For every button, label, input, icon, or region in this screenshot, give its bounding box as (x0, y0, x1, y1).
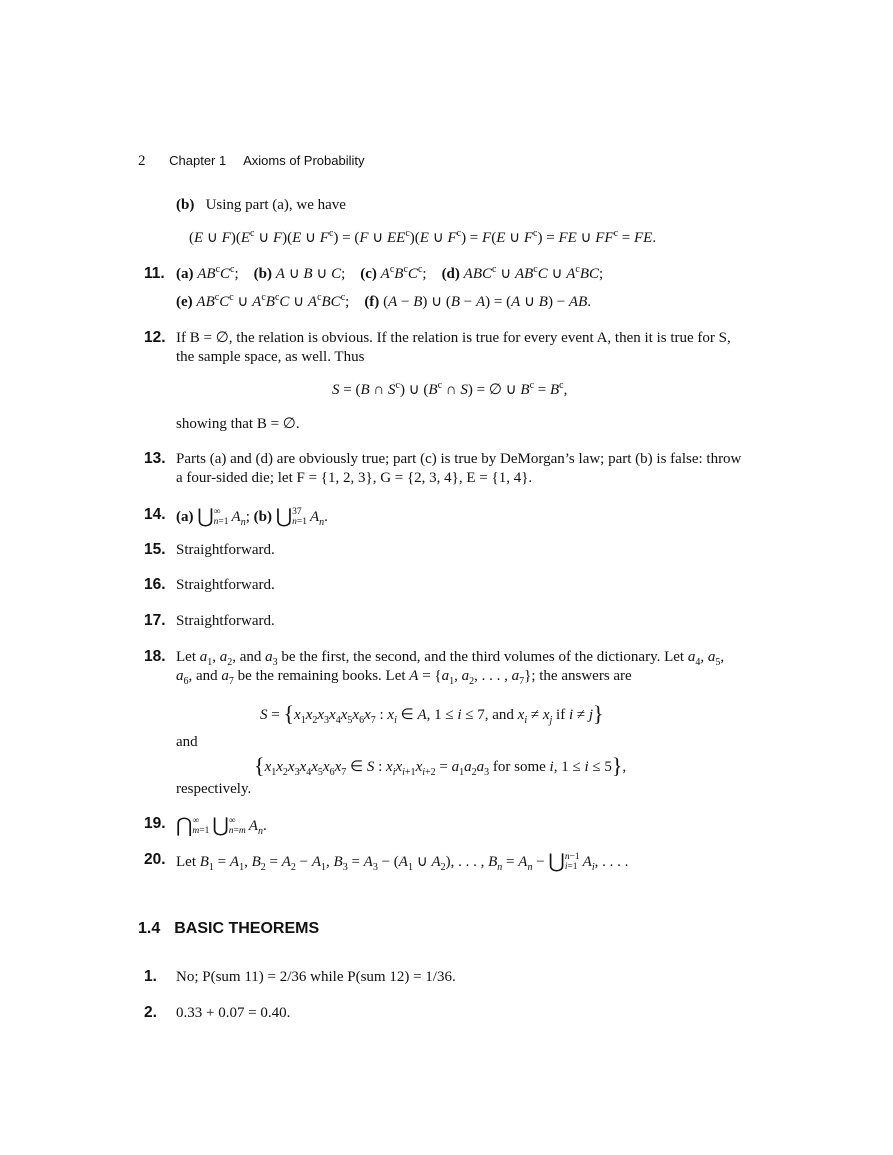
item-12-line-3: showing that B = ∅. (176, 416, 300, 432)
running-header (138, 152, 365, 170)
item-13-line-2: a four-sided die; let F = {1, 2, 3}, G = {2, 3, 4}, E = {1, 4}. (176, 470, 533, 486)
item-18-line-1: Let $a_1$, $a_2$, and $a_3$ be the first, the second, and the third volumes of the dictionary. Let $a_4$, $a_5$, (176, 649, 725, 668)
section-number: 1.4 (138, 920, 161, 937)
chapter-label: Chapter 1 (169, 153, 227, 168)
item-number-16: 16. (144, 576, 166, 593)
part-b-intro: (b) Using part (a), we have (176, 197, 346, 213)
equation-item-12: S = (B ∩ $S^c$) ∪ ($B^c$ ∩ S) = ∅ ∪ $B^c = B^c$, (332, 380, 568, 398)
item-15-text: Straightforward. (176, 542, 275, 558)
section-title: BASIC THEOREMS (174, 920, 320, 937)
item-17-text: Straightforward. (176, 613, 275, 629)
item-14-content: (a) ⋃ ∞ n=1 $A_n$; (b) ⋃ 37 n=1 $A_n$. (176, 506, 328, 528)
item-18-line-2: $a_6$, and $a_7$ be the remaining books. Let $A = \{a_1$, $a_2$, . . . , $a_7$}; the answers are (176, 668, 632, 687)
item-number-17: 17. (144, 612, 166, 629)
item-12-line-1: If B = ∅, the relation is obvious. If the relation is true for every event A, then it is true for S, (176, 330, 731, 346)
section-item-2-text: 0.33 + 0.07 = 0.40. (176, 1005, 291, 1021)
item-12-line-2: the sample space, as well. Thus (176, 349, 365, 365)
item-number-14: 14. (144, 506, 166, 523)
item-18-respectively: respectively. (176, 781, 252, 797)
item-number-20: 20. (144, 851, 166, 868)
equation-part-b: (E ∪ $F)(E^c$ ∪ F)(E ∪ $F^c) = (F$ ∪ $EE^c)(E$ ∪ $F^c) = F(E$ ∪ $F^c$) = FE ∪ $FF^c$ = FE. (189, 228, 657, 246)
chapter-title: Axioms of Probability (243, 153, 365, 168)
item-number-15: 15. (144, 541, 166, 558)
section-item-number-1: 1. (144, 968, 157, 985)
item-20-content: Let $B_1 = A_1$, $B_2 = A_2 - A_1$, $B_3 = A_3 - (A_1$ ∪ $A_2$), . . . , $B_n = A_n$ − ⋃ n−1 i=1 $A_i$, . . . . (176, 851, 629, 873)
item-13-line-1: Parts (a) and (d) are obviously true; part (c) is true by DeMorgan’s law; part (b) is false: throw (176, 451, 742, 467)
page-number: 2 (138, 153, 146, 169)
section-heading (138, 919, 319, 938)
item-19-content: ⋂ ∞ m=1 ⋃ ∞ n=m $A_n$. (176, 815, 267, 837)
item-number-18: 18. (144, 648, 166, 665)
item-16-text: Straightforward. (176, 577, 275, 593)
item-number-12: 12. (144, 329, 166, 346)
item-number-19: 19. (144, 815, 166, 832)
item-18-and: and (176, 734, 198, 750)
item-11-line-2: (e) $AB^cC^c$ ∪ $A^cB^cC$ ∪ $A^cBC^c$; (f) (A − B) ∪ (B − A) = (A ∪ B) − AB. (176, 292, 591, 310)
equation-item-18-sample-space: $S = \{x_1x_2x_3x_4x_5x_6x_7$ : $x_i$ ∈ A, 1 ≤ i ≤ 7, and $x_i \ne x_j$ if i ≠ j} (260, 701, 604, 726)
section-item-1-text: No; P(sum 11) = 2/36 while P(sum 12) = 1/36. (176, 969, 456, 985)
item-number-11: 11. (144, 265, 165, 282)
section-item-number-2: 2. (144, 1004, 157, 1021)
item-11-line-1: (a) $AB^cC^c$; (b) A ∪ B ∪ C; (c) $A^cB^cC^c$; (d) ABC$^c$ ∪ $AB^cC$ ∪ $A^cBC$; (176, 264, 604, 282)
item-number-13: 13. (144, 450, 166, 467)
equation-item-18-event: {$x_1x_2x_3x_4x_5x_6x_7$ ∈ S : $x_ix_{i+1}x_{i+2} = a_1a_2a_3$ for some i, 1 ≤ i ≤ 5}, (254, 753, 627, 778)
